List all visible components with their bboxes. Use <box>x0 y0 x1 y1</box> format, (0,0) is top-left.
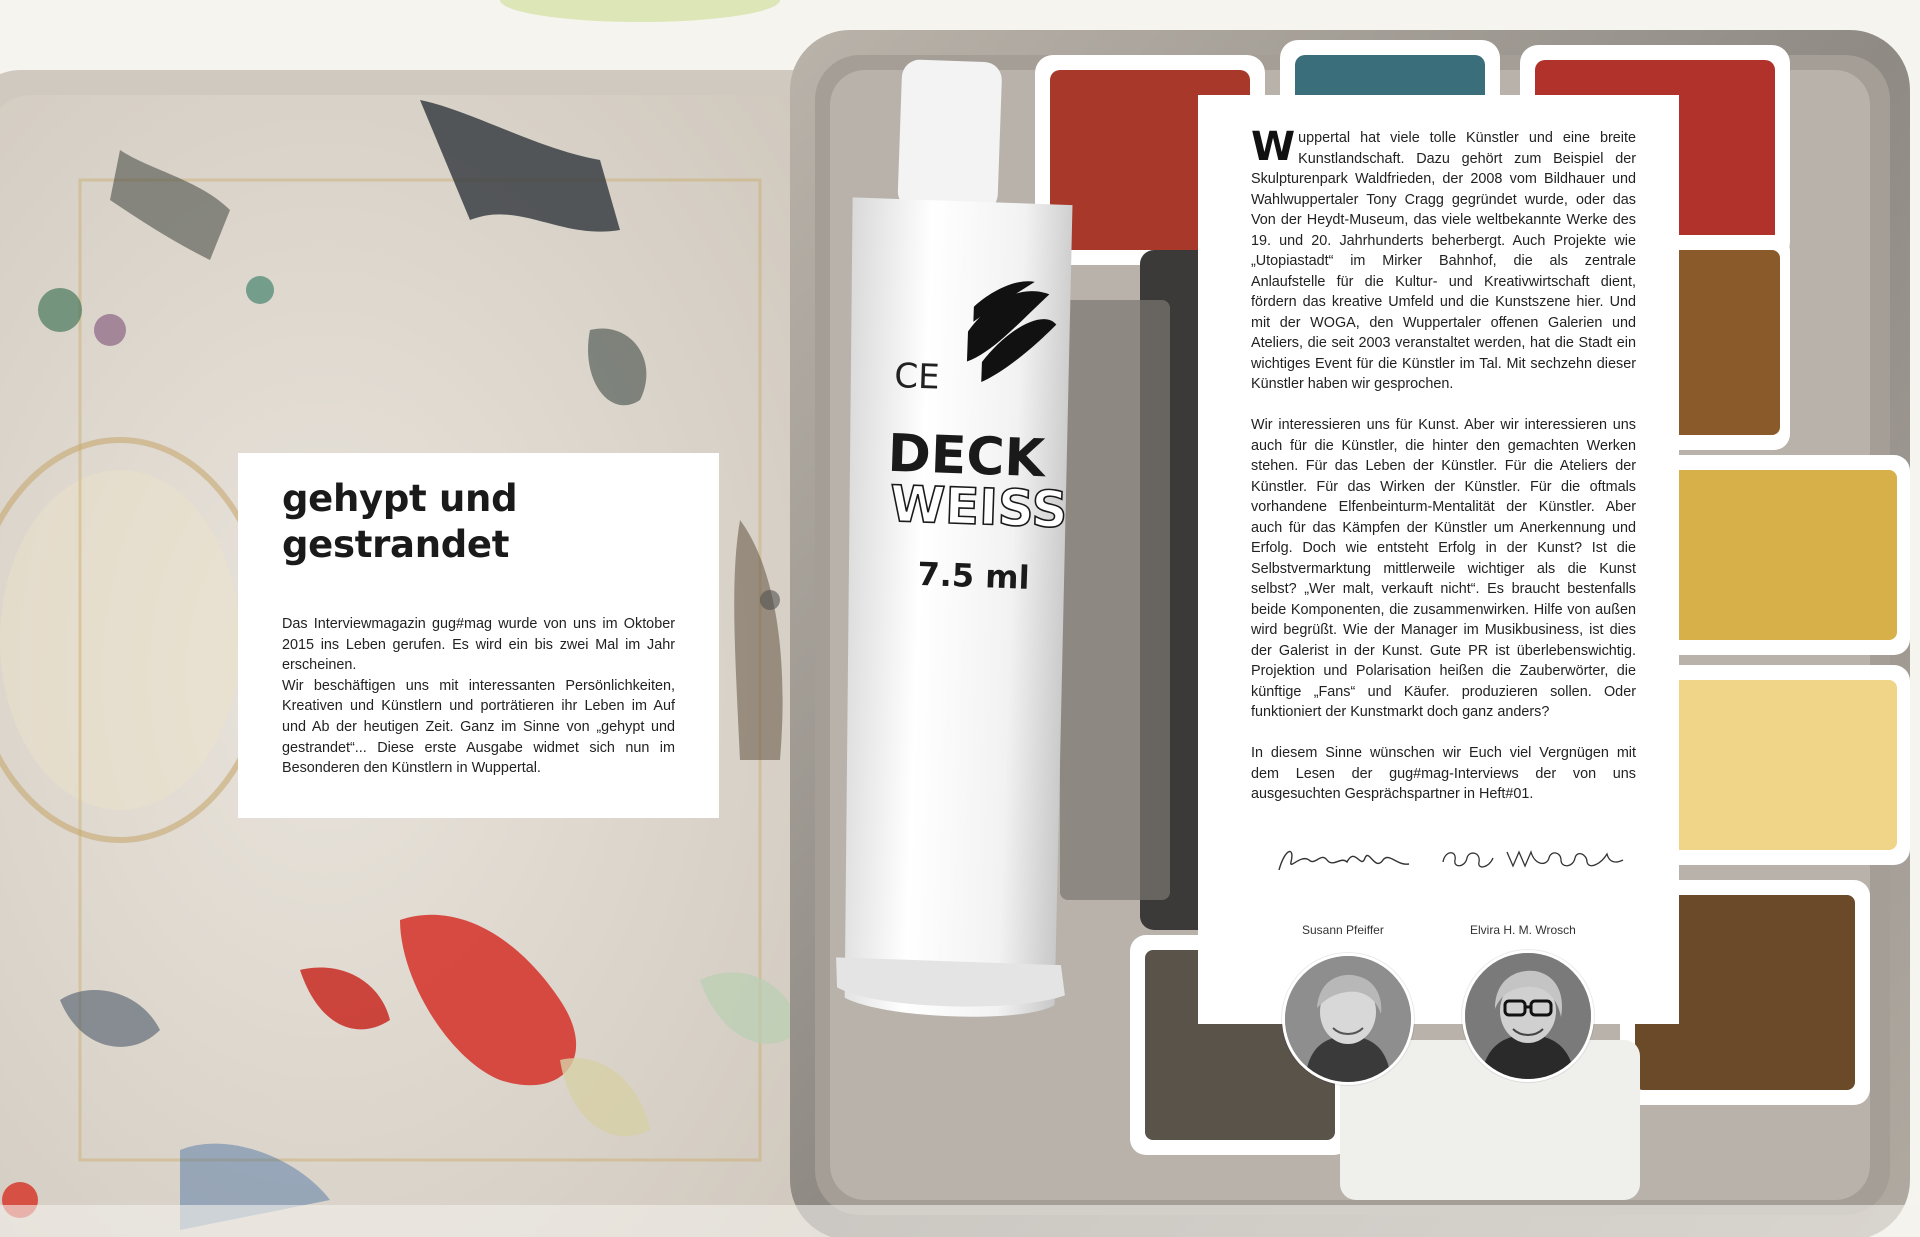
intro-text <box>282 614 675 779</box>
headline-line-2: gestrandet <box>282 523 510 566</box>
intro-paragraph-2: Wir beschäftigen uns mit interessanten Persönlichkeiten, Kreativen und Künstlern und porträtieren ihr Leben im Auf und Ab der heutigen Zeit. Ganz im Sinne von „gehypt und gestrandet“... Diese erste Ausgabe widmet sich nun im Besonderen den Künstlern in Wuppertal. <box>282 677 675 777</box>
signatures <box>1251 840 1636 880</box>
headline <box>282 476 675 568</box>
signature-elvira-wrosch <box>1437 840 1627 876</box>
signature-susann-pfeiffer <box>1275 840 1415 880</box>
editorial-paragraph-2: Wir interessieren uns für Kunst. Aber wir interessieren uns auch für die Künstler, die hinter den gemachten Werken stehen. Für das Leben der Künstler. Für die Ateliers der Künstler. Für das Wirken der Künstler. Für die oftmals vorhandene Elfenbeinturm-Mentalität der Künstler. Aber auch für das Kämpfen der Künstler um Anerkennung und Erfolg. Doch wie entsteht Erfolg in der Kunst? Ist die Selbstvermarktung mittlerweile wichtiger als die Kunst selbst? „Wer malt, verkauft nicht“. Es braucht bestenfalls beide Komponenten, die zusammenwirken. Hilfe von außen wird begrüßt. Wie der Manager im Musikbusiness, ist dies der Galerist in der Kunst. Gute PR ist überlebenswichtig. Projektion und Polarisation heißen die Zauberwörter, die künftige „Fans“ und Käufer. produzieren sollen. Oder funktioniert der Kunstmarkt doch ganz anders? <box>1251 417 1636 720</box>
tube-ce-mark: CE <box>893 356 941 398</box>
author-name-1: Susann Pfeiffer <box>1302 923 1384 937</box>
tube-brand-deck: DECK <box>886 423 1046 490</box>
editorial-box <box>1198 95 1679 1024</box>
author-name-2: Elvira H. M. Wrosch <box>1470 923 1576 937</box>
editorial-paragraph-3: In diesem Sinne wünschen wir Euch viel Vergnügen mit dem Lesen der gug#mag-Interviews der von uns ausgesuchten Gesprächspartner in Heft#01. <box>1251 745 1636 802</box>
portrait-icon <box>1285 956 1411 1082</box>
editorial-paragraph-1 <box>1251 124 1636 395</box>
intro-paragraph-1: Das Interviewmagazin gug#mag wurde von uns im Oktober 2015 ins Leben gerufen. Es wird ein bis zwei Mal im Jahr erscheinen. <box>282 616 675 674</box>
portrait-icon <box>1465 953 1591 1079</box>
editorial-paragraph-1-text: uppertal hat viele tolle Künstler und eine breite Kunstlandschaft. Dazu gehört zum Beispiel der Skulpturenpark Waldfrieden, der 2008 vom Bildhauer und Wahlwuppertaler Tony Cragg gegründet wurde, oder das Von der Heydt-Museum, das viele weltbekannte Werke des 19. und 20. Jahrhunderts beherbergt. Auch Projekte wie „Utopiastadt“ im Mirker Bahnhof, die als zentrale Anlaufstelle für die Kultur- und Kreativwirtschaft dient, fördern das kreative Umfeld und die Kunstszene hier. Und mit der WOGA, den Wuppertaler offenen Galerien und Ateliers, die seit 2003 veranstaltet werden, hat die Stadt ein wichtiges Event für die Künstler im Tal. Mit sechzehn dieser Künstler haben wir gesprochen. <box>1251 130 1636 392</box>
avatar-elvira-wrosch <box>1462 950 1594 1082</box>
dropcap: W <box>1251 124 1296 170</box>
tube-volume: 7.5 ml <box>916 554 1031 597</box>
intro-box <box>238 453 719 818</box>
headline-line-1: gehypt und <box>282 477 518 520</box>
author-names <box>1251 923 1636 941</box>
tube-brand-weiss: WEISS <box>888 474 1069 540</box>
avatar-susann-pfeiffer <box>1282 953 1414 1085</box>
